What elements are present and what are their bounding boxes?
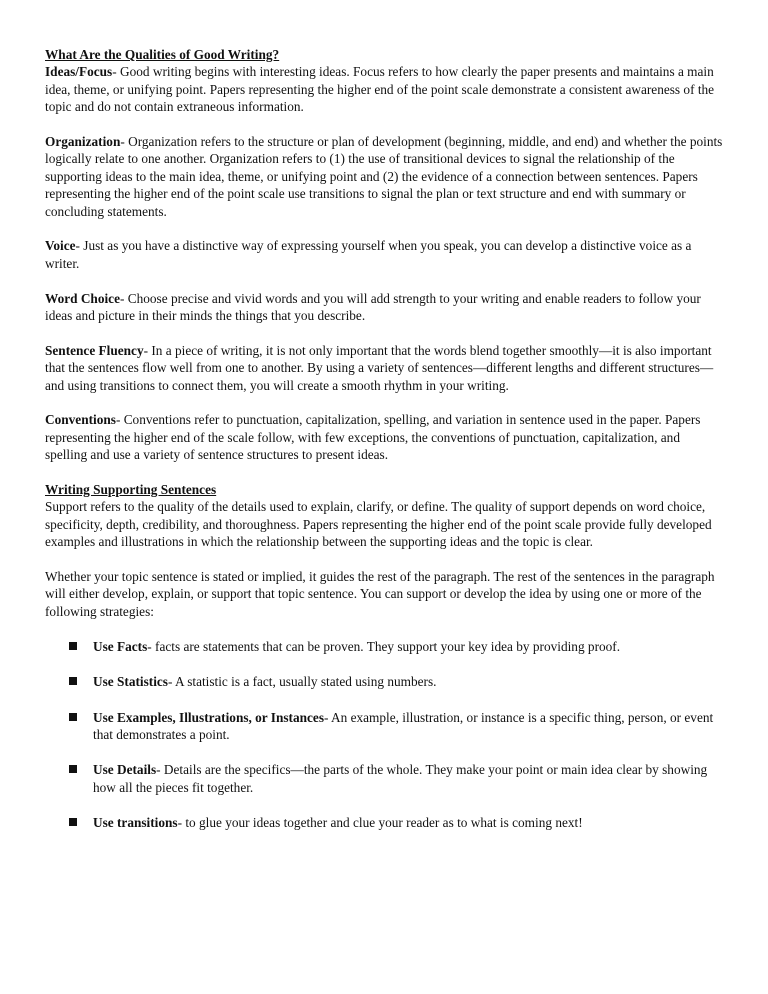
strategies-intro: Whether your topic sentence is stated or implied, it guides the rest of the paragraph. The rest of the sentences in the paragraph will either develop, explain, or support that topic sentence. You can support or develop the idea by using one or more of the following strategies: [45,569,715,619]
strategy-text: - An example, illustration, or instance is a specific thing, person, or event that demonstrates a point. [93,709,714,742]
quality-term: Voice [45,238,76,254]
list-item [45,638,725,655]
quality-text: - Conventions refer to punctuation, capitalization, spelling, and variation in sentence used in the paper. Papers representing the higher end of the scale follow, with few exceptions, the conventions of punctuation, capitalization, and spelling and use a variety of sentence structures to present ideas. [45,412,701,463]
quality-ideas-focus [45,63,725,115]
quality-term: Organization [45,134,121,150]
quality-conventions [45,411,725,463]
strategy-term: Use Details [93,762,157,778]
quality-text: - In a piece of writing, it is not only important that the words blend together smoothly—it is also important that the sentences flow well from one to another. By using a variety of sentences—different lengths and different structures—and using transitions to connect them, you will create a smooth rhythm in your writing. [45,342,714,393]
strategy-term: Use Facts [93,638,148,654]
strategy-text: - A statistic is a fact, usually stated using numbers. [167,674,437,690]
quality-text: - Choose precise and vivid words and you will add strength to your writing and enable readers to follow your ideas and picture in their minds the things that you describe. [45,290,701,324]
quality-text: - Organization refers to the structure or plan of development (beginning, middle, and end) and whether the points logically relate to one another. Organization refers to (1) the use of transitional devices to signal the relationship of the supporting ideas to the main idea, theme, or unifying point and (2) the evidence of a connection between sentences. Papers representing the higher end of the point scale use transitions to signal the plan or text structure and end with summary or concluding statements. [45,134,723,219]
quality-term: Word Choice [45,290,120,306]
quality-term: Ideas/Focus [45,64,113,80]
document-page [45,46,725,850]
list-item [45,709,725,744]
quality-sentence-fluency [45,342,725,394]
quality-organization [45,133,725,220]
square-bullet-icon [69,765,77,773]
support-paragraph: Support refers to the quality of the details used to explain, clarify, or define. The quality of support depends on word choice, specificity, depth, credibility, and thoroughness. Papers representing the higher end of the point scale provide fully developed examples and illustrations in which the relationship between the supporting ideas and the topic is clear. [45,499,712,550]
list-item [45,761,725,796]
strategy-term: Use transitions [93,815,178,831]
strategies-list [45,638,725,832]
strategy-term: Use Examples, Illustrations, or Instances [93,709,324,725]
strategy-text: - Details are the specifics—the parts of the whole. They make your point or main idea clear by showing how all the pieces fit together. [93,762,708,795]
strategy-term: Use Statistics [93,674,168,690]
strategy-text: - to glue your ideas together and clue your reader as to what is coming next! [177,815,583,831]
page-title: What Are the Qualities of Good Writing? [45,47,280,62]
quality-text: - Just as you have a distinctive way of expressing yourself when you speak, you can develop a distinctive voice as a writer. [45,238,692,271]
strategy-text: - facts are statements that can be proven. They support your key idea by providing proof. [147,638,621,654]
square-bullet-icon [69,642,77,650]
square-bullet-icon [69,818,77,826]
list-item [45,673,725,690]
square-bullet-icon [69,677,77,685]
square-bullet-icon [69,713,77,721]
quality-term: Sentence Fluency [45,342,144,358]
list-item [45,814,725,831]
quality-text: - Good writing begins with interesting ideas. Focus refers to how clearly the paper presents and maintains a main idea, theme, or unifying point. Papers representing the higher end of the point scale demonstrate a consistent awareness of the topic and do not contain extraneous information. [45,64,715,115]
quality-voice [45,237,725,272]
quality-term: Conventions [45,412,116,428]
support-heading: Writing Supporting Sentences [45,482,217,498]
quality-word-choice [45,290,725,325]
